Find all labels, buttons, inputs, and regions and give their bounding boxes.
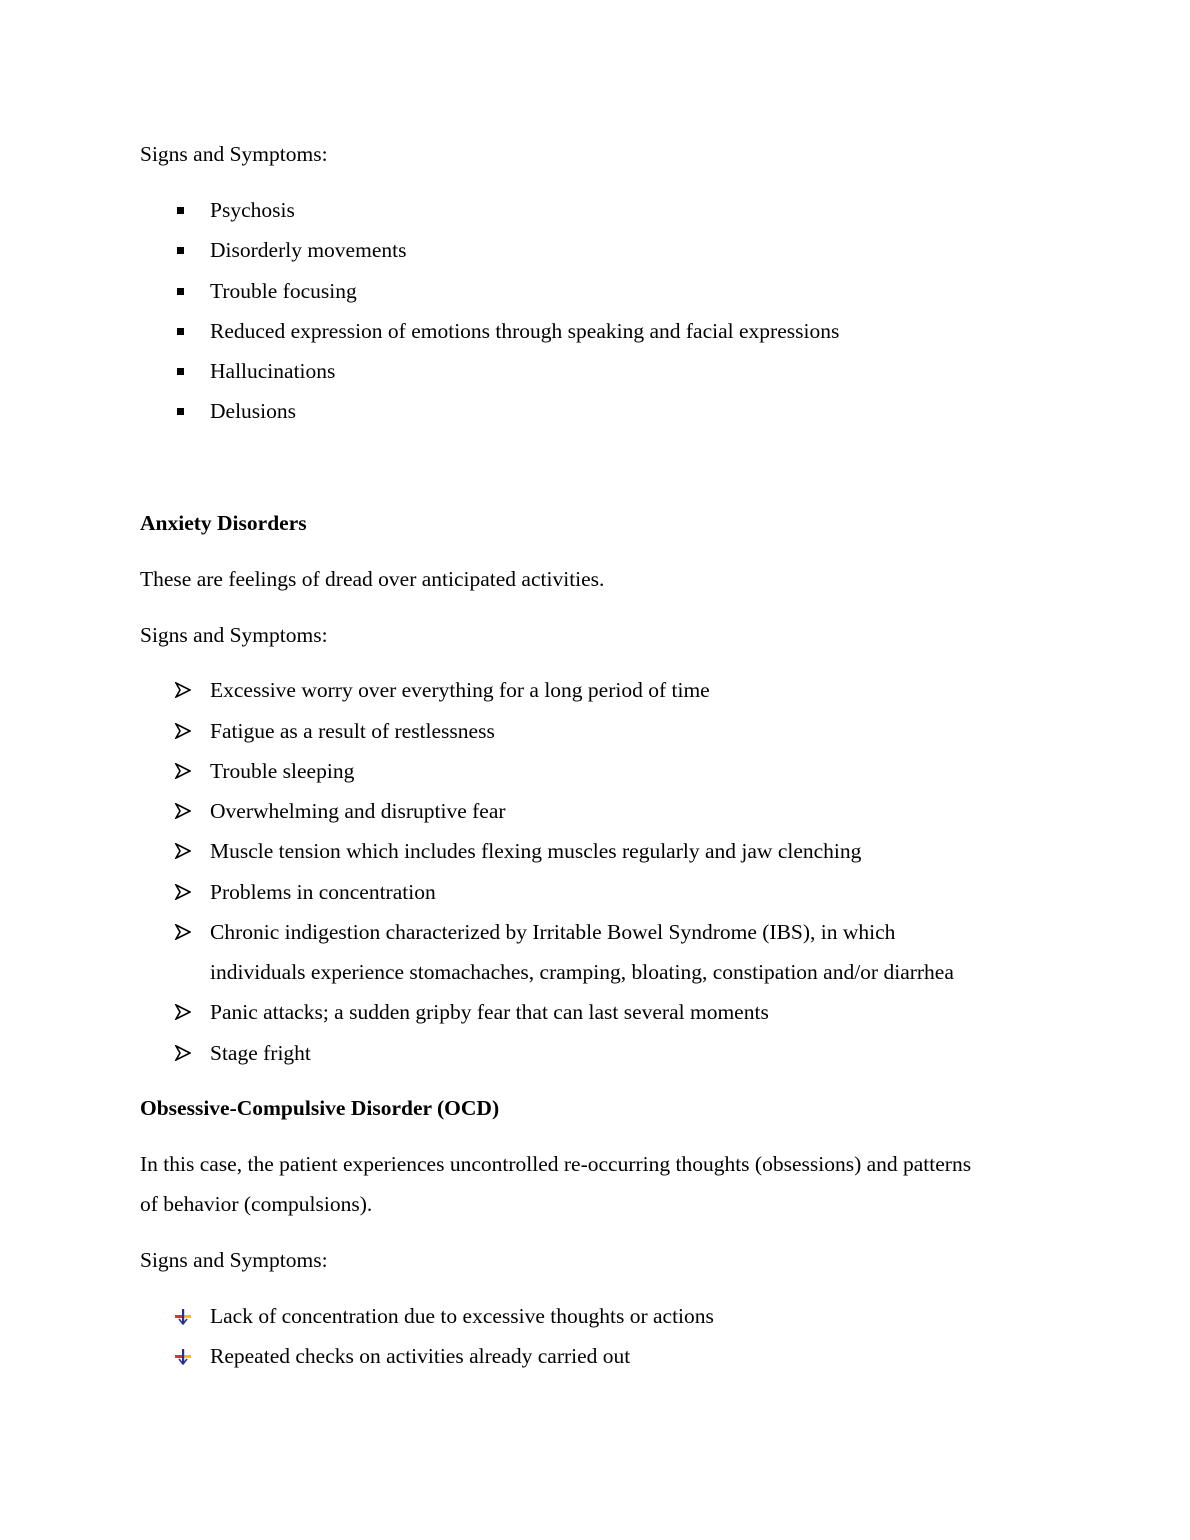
- plus-bullet-icon: [175, 1303, 195, 1329]
- arrowhead-bullet-icon: [175, 919, 195, 945]
- section-description: of behavior (compulsions).: [140, 1192, 373, 1216]
- document-page: Signs and Symptoms: Psychosis Disorderly movements Trouble focusing Reduced expression of emotions through speaking and facial expressions Hallucinations Delusions Anxiety Disorders These are feelings of dread over anticipated activities. Signs and Symptoms: Excessive worry over everything for a long period of time Fatigue as a result of restlessness Trouble sleeping Overwhelming and disruptive fear Muscle tension which includes flexing muscles regularly and jaw clenching Problems in concentration Chronic indigestion characterized by Irritable Bowel Syndrome (IBS), in which individuals experience stomachaches, cramping, bloating, constipation and/or diarrhea Panic attacks; a sudden gripby fear that can last several moments Stage fright Obsessive-Compulsive Disorder (OCD) In this case, the patient experiences uncontrolled re-occurring thoughts (obsessions) and patterns of behavior (compulsions). Signs and Symptoms: Lack of concentration due to excessive thoughts or actions Repeated checks on activities already carried out: [140, 142, 972, 1368]
- square-bullet-icon: [175, 318, 195, 344]
- arrowhead-bullet-icon: [175, 798, 195, 824]
- plus-bullet-icon: [175, 1343, 195, 1369]
- arrowhead-bullet-icon: [175, 999, 195, 1025]
- section-description: In this case, the patient experiences uncontrolled re-occurring thoughts (obsessions) and patterns: [140, 1152, 972, 1176]
- arrowhead-bullet-icon: [175, 879, 195, 905]
- square-bullet-icon: [175, 398, 195, 424]
- arrowhead-bullet-icon: [175, 718, 195, 744]
- square-bullet-icon: [175, 358, 195, 384]
- signs-label: Signs and Symptoms:: [140, 1248, 328, 1272]
- section-heading-anxiety: Anxiety Disorders: [140, 511, 307, 535]
- signs-label: Signs and Symptoms:: [140, 623, 328, 647]
- square-bullet-icon: [175, 237, 195, 263]
- section-description: These are feelings of dread over anticipated activities.: [140, 567, 605, 591]
- section-heading-ocd: Obsessive-Compulsive Disorder (OCD): [140, 1096, 500, 1120]
- arrowhead-bullet-icon: [175, 758, 195, 784]
- arrowhead-bullet-icon: [175, 1040, 195, 1066]
- square-bullet-icon: [175, 197, 195, 223]
- arrowhead-bullet-icon: [175, 838, 195, 864]
- signs-label: Signs and Symptoms:: [140, 142, 328, 166]
- arrowhead-bullet-icon: [175, 677, 195, 703]
- square-bullet-icon: [175, 278, 195, 304]
